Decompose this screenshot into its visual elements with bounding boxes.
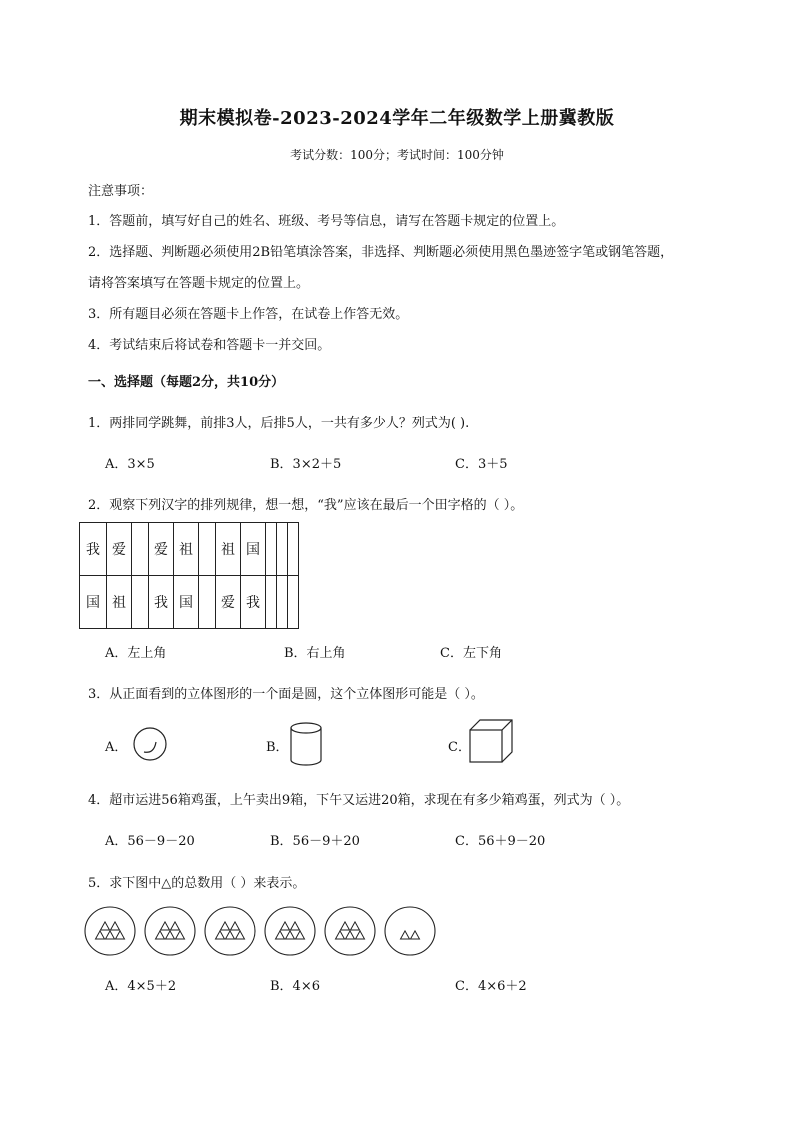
section-heading: 一、选择题（每题2分，共10分） [88,375,285,390]
grid-cell: 祖 [107,576,132,629]
grid-row-bottom [80,576,299,629]
triangle-icon [291,922,300,930]
cube-icon [468,718,518,768]
grid-cell: 我 [241,576,266,629]
grid-row-top [80,523,299,576]
q4-option-c[interactable]: C．56＋9－20 [455,834,546,849]
triangle-icon [96,931,105,939]
q1-option-a[interactable]: A．3×5 [105,457,155,472]
triangle-icon [226,931,235,939]
triangle-icon [286,931,295,939]
grid-cell: 国 [241,523,266,576]
triangle-icon [411,931,420,939]
q2-option-a[interactable]: A．左上角 [105,646,167,661]
q4-option-b[interactable]: B．56－9＋20 [270,834,360,849]
notice-item: 请将答案填写在答题卡规定的位置上。 [88,276,310,291]
notice-item: 2．选择题、判断题必须使用2B铅笔填涂答案，非选择、判断题必须使用黑色墨迹签字笔或钢笔答题， [88,245,674,260]
triangle-icon [101,922,110,930]
triangle-icon [281,922,290,930]
grid-cell [277,576,288,629]
triangle-icon [116,931,125,939]
triangle-icon [216,931,225,939]
grid-cell [132,576,149,629]
group-circle [385,907,435,955]
triangle-icon [176,931,185,939]
triangle-icon [401,931,410,939]
grid-cell [199,523,216,576]
triangle-groups-figure [80,902,450,960]
triangle-icon [341,922,350,930]
grid-cell: 爱 [216,576,241,629]
notice-item: 4．考试结束后将试卷和答题卡一并交回。 [88,338,331,353]
notice-heading: 注意事项： [88,184,154,199]
triangle-icon [236,931,245,939]
q5-option-a[interactable]: A．4×5＋2 [105,979,177,994]
grid-cell [199,576,216,629]
grid-cell: 国 [80,576,107,629]
grid-cell [266,523,277,576]
q1-option-c[interactable]: C．3＋5 [455,457,508,472]
question-5: 5．求下图中△的总数用（ ）来表示。 [88,876,306,891]
triangle-icon [276,931,285,939]
triangle-icon [231,922,240,930]
triangle-icon [161,922,170,930]
triangle-icon [221,922,230,930]
grid-cell [266,576,277,629]
question-1: 1．两排同学跳舞，前排3人，后排5人，一共有多少人？列式为( ). [88,416,470,431]
q2-option-c[interactable]: C．左下角 [440,646,502,661]
q3-option-b[interactable]: B． [266,740,289,755]
q2-option-b[interactable]: B．右上角 [284,646,346,661]
triangle-icon [296,931,305,939]
triangle-icon [106,931,115,939]
q1-option-b[interactable]: B．3×2＋5 [270,457,342,472]
grid-cell: 祖 [174,523,199,576]
q3-option-a[interactable]: A． [105,740,128,755]
tianzige-grid [79,522,299,629]
triangle-icon [356,931,365,939]
grid-cell: 祖 [216,523,241,576]
page-title: 期末模拟卷-2023-2024学年二年级数学上册冀教版 [179,108,615,129]
triangle-icon [351,922,360,930]
grid-cell [288,523,299,576]
grid-cell [288,576,299,629]
grid-cell: 爱 [107,523,132,576]
triangle-icon [346,931,355,939]
grid-cell: 我 [80,523,107,576]
triangle-icon [166,931,175,939]
grid-cell: 国 [174,576,199,629]
triangle-icon [171,922,180,930]
notice-item: 1．答题前，填写好自己的姓名、班级、考号等信息，请写在答题卡规定的位置上。 [88,214,565,229]
q4-option-a[interactable]: A．56－9－20 [105,834,195,849]
triangle-icon [111,922,120,930]
question-3: 3．从正面看到的立体图形的一个面是圆，这个立体图形可能是（ ）。 [88,687,484,702]
triangle-icon [336,931,345,939]
notice-item: 3．所有题目必须在答题卡上作答，在试卷上作答无效。 [88,307,409,322]
grid-cell: 我 [149,576,174,629]
question-4: 4．超市运进56箱鸡蛋，上午卖出9箱，下午又运进20箱，求现在有多少箱鸡蛋，列式为（ ）。 [88,793,630,808]
grid-cell: 爱 [149,523,174,576]
grid-cell [277,523,288,576]
q5-option-b[interactable]: B．4×6 [270,979,320,994]
q5-option-c[interactable]: C．4×6＋2 [455,979,527,994]
triangle-icon [156,931,165,939]
grid-cell [132,523,149,576]
sphere-icon [130,724,170,764]
exam-info: 考试分数：100分；考试时间：100分钟 [290,148,504,162]
question-2: 2．观察下列汉字的排列规律，想一想，“我”应该在最后一个田字格的（ ）。 [88,498,524,513]
q3-option-c[interactable]: C． [448,740,471,755]
cylinder-icon [288,720,328,770]
